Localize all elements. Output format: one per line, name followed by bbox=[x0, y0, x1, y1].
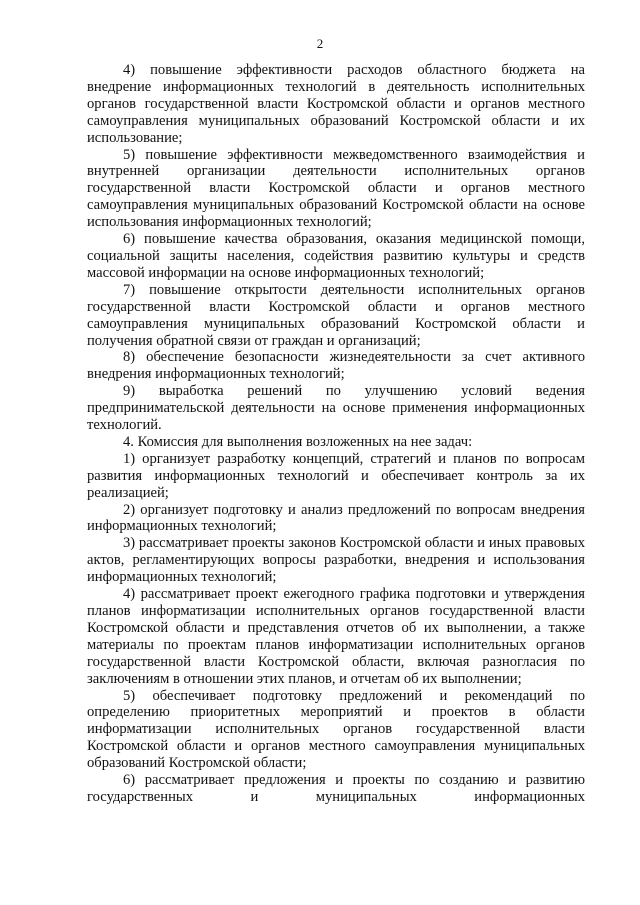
page-number: 2 bbox=[316, 36, 324, 51]
paragraph-task-1: 1) организует разработку концепций, стратегий и планов по вопросам развития информационных технологий и обеспечивает контроль за их реализацией; bbox=[87, 450, 585, 501]
document-body bbox=[87, 62, 585, 806]
paragraph-item-7-openness: 7) повышение открытости деятельности исполнительных органов государственной власти Костромской области и органов местного самоуправления муниципальных образований Костромской области и получения обратной связи от граждан и организаций; bbox=[87, 281, 585, 349]
paragraph-item-8-safety: 8) обеспечение безопасности жизнедеятельности за счет активного внедрения информационных технологий; bbox=[87, 349, 585, 383]
paragraph-task-5: 5) обеспечивает подготовку предложений и рекомендаций по определению приоритетных мероприятий и проектов в области информатизации исполнительных органов государственной власти Костромской области и органов местного самоуправления муниципальных образований Костромской области; bbox=[87, 687, 585, 772]
paragraph-task-3: 3) рассматривает проекты законов Костромской области и иных правовых актов, регламентирующих вопросы разработки, внедрения и использования информационных технологий; bbox=[87, 535, 585, 586]
paragraph-task-6: 6) рассматривает предложения и проекты по созданию и развитию государственных и муниципальных информационных bbox=[87, 772, 585, 805]
paragraph-task-2: 2) организует подготовку и анализ предложений по вопросам внедрения информационных технологий; bbox=[87, 501, 585, 535]
paragraph-item-9-business: 9) выработка решений по улучшению условий ведения предпринимательской деятельности на основе применения информационных технологий. bbox=[87, 383, 585, 434]
paragraph-item-4-efficiency-budget: 4) повышение эффективности расходов областного бюджета на внедрение информационных технологий в деятельность исполнительных органов государственной власти Костромской области и органов местного самоуправления муниципальных образований Костромской области и их использование; bbox=[87, 62, 585, 146]
section-heading-commission-tasks: 4. Комиссия для выполнения возложенных на нее задач: bbox=[123, 433, 473, 450]
paragraph-task-4: 4) рассматривает проект ежегодного графика подготовки и утверждения планов информатизации исполнительных органов государственной власти Костромской области и представления отчетов об их выполнении, а также материалы по проектам планов информатизации исполнительных органов государственной власти Костромской области, включая разногласия по заключениям в отношении этих планов, и отчетам об их выполнении; bbox=[87, 586, 585, 687]
paragraph-item-5-interagency: 5) повышение эффективности межведомственного взаимодействия и внутренней организации деятельности исполнительных органов государственной власти Костромской области и органов местного самоуправления муниципальных образований Костромской области на основе использования информационных технологий; bbox=[87, 146, 585, 231]
paragraph-item-6-quality: 6) повышение качества образования, оказания медицинской помощи, социальной защиты населения, содействия развитию культуры и средств массовой информации на основе информационных технологий; bbox=[87, 231, 585, 281]
